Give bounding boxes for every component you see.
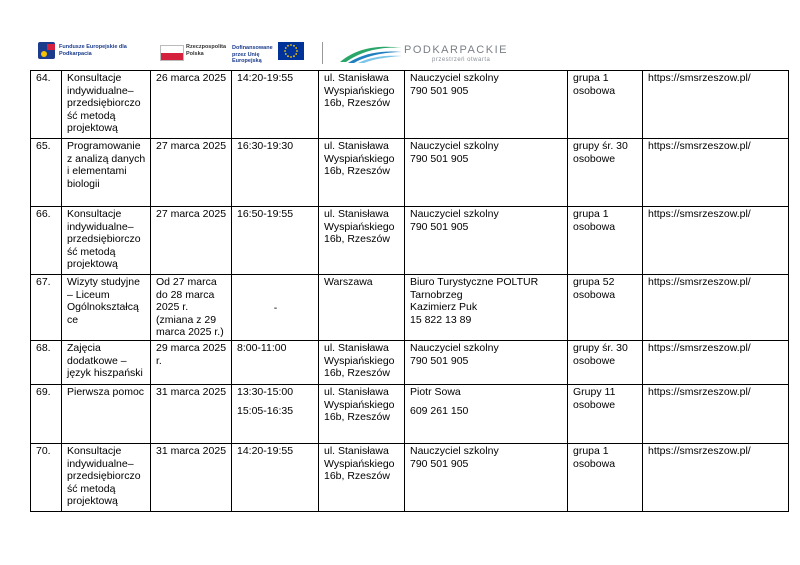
activity-place: ul. Stanisława Wyspiańskiego 16b, Rzeszów	[319, 444, 405, 512]
table-row	[31, 275, 789, 341]
eu-logo-text: Dofinansowane przez Unię Europejską	[232, 45, 273, 64]
activity-contact: Nauczyciel szkolny 790 501 905	[405, 139, 568, 207]
group-size: Grupy 11 osobowe	[568, 385, 643, 444]
row-number: 64.	[31, 71, 62, 139]
activity-contact: Nauczyciel szkolny 790 501 905	[405, 71, 568, 139]
activity-url[interactable]: https://smsrzeszow.pl/	[643, 139, 789, 207]
activity-contact: Piotr Sowa 609 261 150	[405, 385, 568, 444]
group-size: grupa 1 osobowa	[568, 444, 643, 512]
activity-date: 31 marca 2025	[151, 444, 232, 512]
activity-date: 31 marca 2025	[151, 385, 232, 444]
activity-place: ul. Stanisława Wyspiańskiego 16b, Rzeszów	[319, 207, 405, 275]
row-number: 70.	[31, 444, 62, 512]
activity-time: 16:50-19:55	[232, 207, 319, 275]
group-size: grupa 1 osobowa	[568, 71, 643, 139]
polish-flag-icon	[160, 45, 184, 61]
podkarpackie-swoosh-icon	[340, 42, 402, 64]
row-number: 67.	[31, 275, 62, 341]
table-row	[31, 385, 789, 444]
activity-date: Od 27 marca do 28 marca 2025 r. (zmiana z 29 marca 2025 r.)	[151, 275, 232, 341]
activity-name: Pierwsza pomoc	[62, 385, 151, 444]
activity-name: Konsultacje indywidualne– przedsiębiorczo ść metodą projektową	[62, 444, 151, 512]
podkarpackie-name: PODKARPACKIE	[404, 44, 508, 56]
podkarpackie-tagline: przestrzeń otwarta	[432, 57, 491, 63]
activity-place: ul. Stanisława Wyspiańskiego 16b, Rzeszów	[319, 385, 405, 444]
activity-place: ul. Stanisława Wyspiańskiego 16b, Rzeszów	[319, 341, 405, 385]
activity-time: 16:30-19:30	[232, 139, 319, 207]
logo-divider	[322, 42, 323, 64]
activity-url[interactable]: https://smsrzeszow.pl/	[643, 207, 789, 275]
activity-date: 27 marca 2025	[151, 207, 232, 275]
table-row	[31, 207, 789, 275]
activity-contact: Nauczyciel szkolny 790 501 905	[405, 207, 568, 275]
activity-name: Wizyty studyjne – Liceum Ogólnokształcą ce	[62, 275, 151, 341]
activity-contact: Nauczyciel szkolny 790 501 905	[405, 444, 568, 512]
activity-url[interactable]: https://smsrzeszow.pl/	[643, 341, 789, 385]
activity-time: 13:30-15:00 15:05-16:35	[232, 385, 319, 444]
eu-flag-icon	[278, 42, 304, 60]
activity-contact: Nauczyciel szkolny 790 501 905	[405, 341, 568, 385]
row-number: 69.	[31, 385, 62, 444]
table-row	[31, 71, 789, 139]
activity-date: 26 marca 2025	[151, 71, 232, 139]
row-number: 66.	[31, 207, 62, 275]
table-row	[31, 444, 789, 512]
activity-date: 27 marca 2025	[151, 139, 232, 207]
activity-place: ul. Stanisława Wyspiańskiego 16b, Rzeszów	[319, 71, 405, 139]
table-row	[31, 139, 789, 207]
activity-place: ul. Stanisława Wyspiańskiego 16b, Rzeszów	[319, 139, 405, 207]
activity-name: Konsultacje indywidualne– przedsiębiorczo ść metodą projektową	[62, 207, 151, 275]
group-size: grupa 52 osobowa	[568, 275, 643, 341]
activity-name: Programowanie z analizą danych i elementami biologii	[62, 139, 151, 207]
activity-url[interactable]: https://smsrzeszow.pl/	[643, 385, 789, 444]
row-number: 68.	[31, 341, 62, 385]
fe-logo-text: Fundusze Europejskie dla Podkarpacia	[59, 44, 127, 57]
activity-place: Warszawa	[319, 275, 405, 341]
fundusze-europejskie-logo	[38, 42, 129, 59]
group-size: grupa 1 osobowa	[568, 207, 643, 275]
activity-url[interactable]: https://smsrzeszow.pl/	[643, 275, 789, 341]
group-size: grupy śr. 30 osobowe	[568, 139, 643, 207]
page-header	[0, 0, 800, 72]
row-number: 65.	[31, 139, 62, 207]
activity-time: 8:00-11:00	[232, 341, 319, 385]
schedule-table	[30, 70, 789, 512]
activity-url[interactable]: https://smsrzeszow.pl/	[643, 71, 789, 139]
activity-time: -	[232, 275, 319, 341]
table-row	[31, 341, 789, 385]
activity-time: 14:20-19:55	[232, 71, 319, 139]
rzeczpospolita-logo-text: Rzeczpospolita Polska	[186, 44, 227, 57]
activity-name: Zajęcia dodatkowe – język hiszpański	[62, 341, 151, 385]
group-size: grupy śr. 30 osobowe	[568, 341, 643, 385]
activity-contact: Biuro Turystyczne POLTUR Tarnobrzeg Kazimierz Puk 15 822 13 89	[405, 275, 568, 341]
fe-star-icon	[38, 42, 55, 59]
activity-url[interactable]: https://smsrzeszow.pl/	[643, 444, 789, 512]
activity-time: 14:20-19:55	[232, 444, 319, 512]
activity-name: Konsultacje indywidualne– przedsiębiorczo ść metodą projektową	[62, 71, 151, 139]
activity-date: 29 marca 2025 r.	[151, 341, 232, 385]
